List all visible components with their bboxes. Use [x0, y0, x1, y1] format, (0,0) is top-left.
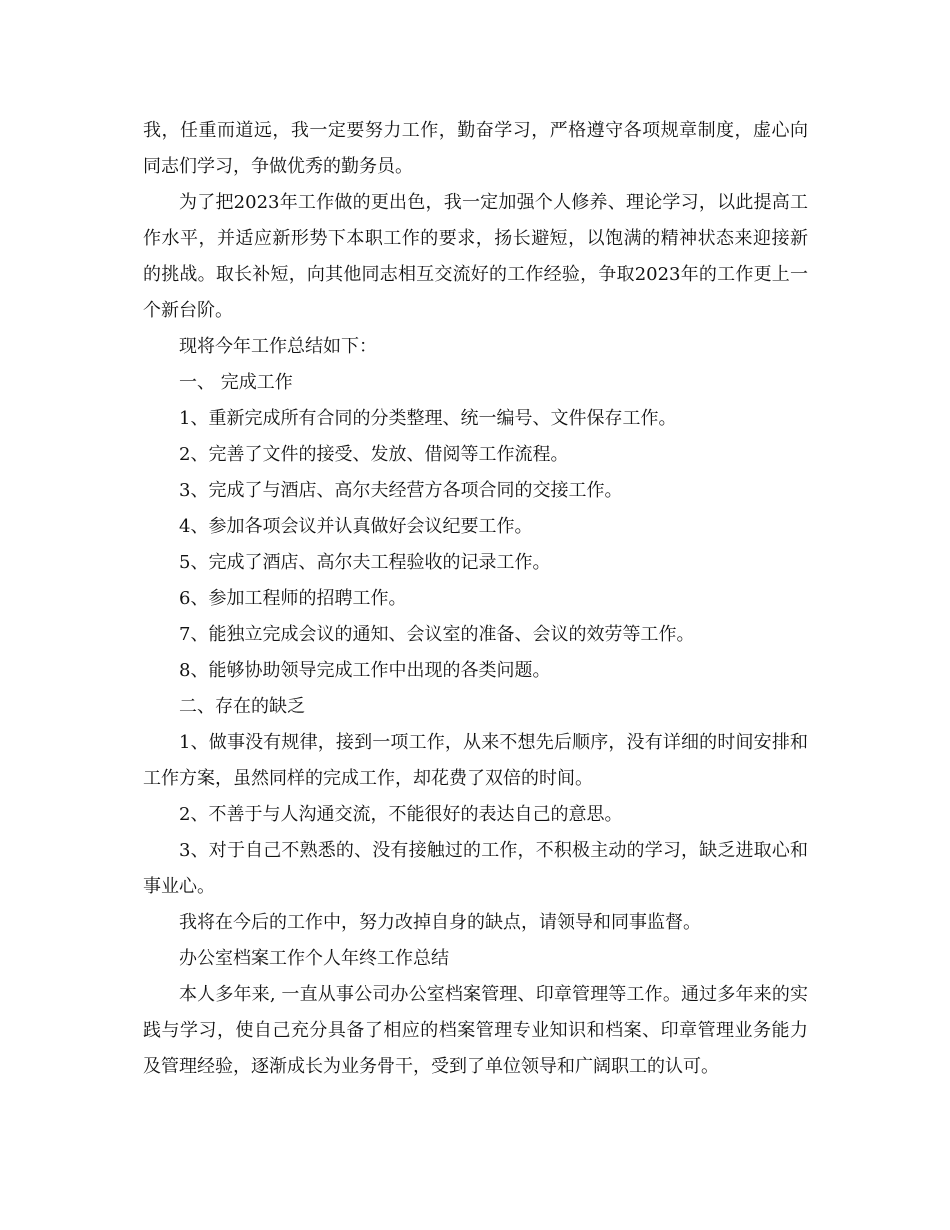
list-item-completed-2: 2、完善了文件的接受、发放、借阅等工作流程。	[179, 444, 569, 465]
section-heading-shortcomings: 二、存在的缺乏	[179, 696, 305, 717]
list-item-completed-5: 5、完成了酒店、高尔夫工程验收的记录工作。	[179, 552, 551, 573]
list-item-completed-7: 7、能独立完成会议的通知、会议室的准备、会议的效劳等工作。	[179, 624, 695, 645]
paragraph-summary-intro: 现将今年工作总结如下：	[179, 336, 377, 357]
document-body	[143, 113, 808, 1085]
paragraph-archive-intro: 本人多年来, 一直从事公司办公室档案管理、印章管理等工作。通过多年来的实践与学习，使自己充分具备了相应的档案管理专业知识和档案、印章管理业务能力及管理经验，逐渐成长为业务骨干，受到了单位领导和广阔职工的认可。	[143, 984, 808, 1077]
section-heading-completed-work: 一、 完成工作	[179, 372, 293, 393]
list-item-completed-3: 3、完成了与酒店、高尔夫经营方各项合同的交接工作。	[179, 480, 623, 501]
list-item-shortcoming-2: 2、不善于与人沟通交流，不能很好的表达自己的意思。	[179, 804, 623, 825]
list-item-shortcoming-3: 3、对于自己不熟悉的、没有接触过的工作，不积极主动的学习，缺乏进取心和事业心。	[143, 840, 808, 897]
paragraph-continuation: 我，任重而道远，我一定要努力工作，勤奋学习，严格遵守各项规章制度，虚心向同志们学习，争做优秀的勤务员。	[143, 120, 808, 177]
list-item-completed-1: 1、重新完成所有合同的分类整理、统一编号、文件保存工作。	[179, 408, 677, 429]
list-item-completed-6: 6、参加工程师的招聘工作。	[179, 588, 407, 609]
list-item-completed-8: 8、能够协助领导完成工作中出现的各类问题。	[179, 660, 551, 681]
list-item-completed-4: 4、参加各项会议并认真做好会议纪要工作。	[179, 516, 533, 537]
paragraph-plan-2023: 为了把2023年工作做的更出色，我一定加强个人修养、理论学习，以此提高工作水平，并适应新形势下本职工作的要求，扬长避短，以饱满的精神状态来迎接新的挑战。取长补短，向其他同志相互交流好的工作经验，争取2023年的工作更上一个新台阶。	[143, 192, 808, 321]
paragraph-commitment: 我将在今后的工作中，努力改掉自身的缺点，请领导和同事监督。	[179, 912, 701, 933]
list-item-shortcoming-1: 1、做事没有规律，接到一项工作，从来不想先后顺序，没有详细的时间安排和工作方案，虽然同样的完成工作，却花费了双倍的时间。	[143, 732, 808, 789]
article-title-archive-summary: 办公室档案工作个人年终工作总结	[179, 948, 449, 969]
